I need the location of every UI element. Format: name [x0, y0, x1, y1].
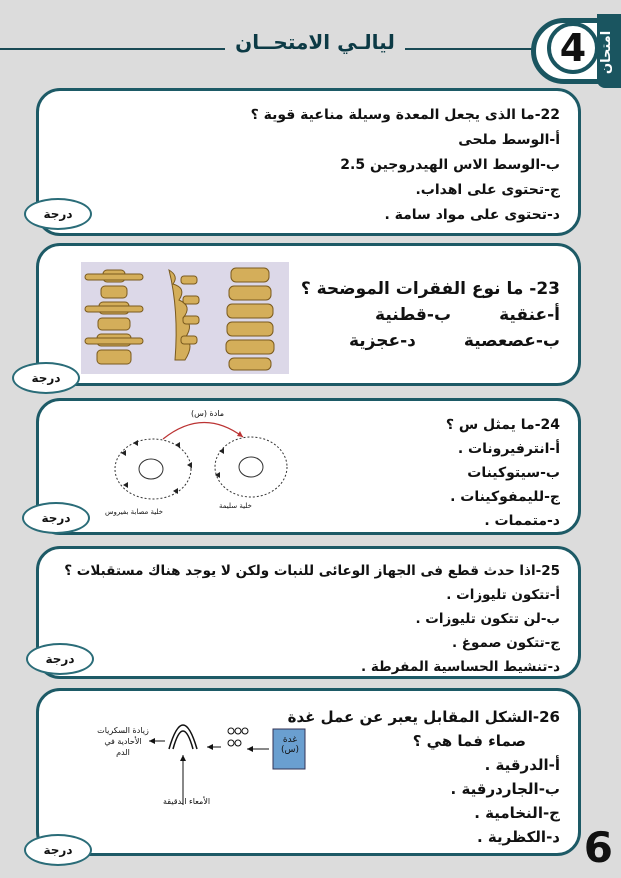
vertebrae-front-view [85, 270, 143, 364]
header-line-left [0, 48, 225, 50]
vertebrae-side-view [169, 270, 199, 360]
option-a[interactable]: أ-تتكون تليوزات . [446, 587, 560, 603]
option-c[interactable]: ج-تتكون صموغ . [451, 635, 560, 651]
option-b[interactable]: ب-الوسط الاس الهيدروجين 2.5 [340, 157, 560, 173]
question-card-26 [36, 688, 581, 856]
question-26 [288, 705, 560, 849]
page-number: 6 [583, 823, 613, 872]
option-b[interactable]: ب-لن تتكون تليوزات . [415, 611, 560, 627]
option-a[interactable]: أ-انترفيرونات . [457, 441, 560, 457]
result-label: زيادة السكريات الأحادية في الدم [97, 726, 149, 757]
grade-badge-23: درجة [12, 362, 80, 394]
option-d[interactable]: د-الكظرية . [476, 828, 560, 846]
grade-badge-24: درجة [22, 502, 90, 534]
question-card-25 [36, 546, 581, 679]
option-b[interactable]: ب-الجاردرقية . [450, 780, 560, 798]
question-card-23 [36, 243, 581, 386]
question-stem: 22-ما الذى يجعل المعدة وسيلة مناعية قوية ؟ [250, 107, 560, 123]
grade-badge-26: درجة [24, 834, 92, 866]
question-23 [301, 276, 560, 354]
figure-label-healthy-cell: خلية سليمة [219, 502, 252, 510]
header-line-right [405, 48, 533, 50]
vertebrae-figure [81, 262, 289, 374]
question-stem: 24-ما يمثل س ؟ [445, 417, 560, 433]
grade-badge-22: درجة [24, 198, 92, 230]
option-b[interactable]: ب-سيتوكينات [467, 465, 560, 481]
question-stem: 26-الشكل المقابل يعبر عن عمل غدة [287, 708, 560, 726]
source-label: الأمعاء الدقيقة [163, 797, 211, 806]
option-d[interactable]: د-متممات . [484, 513, 560, 529]
question-22 [251, 103, 560, 228]
interferon-figure [103, 409, 303, 519]
question-card-22 [36, 88, 581, 236]
option-c[interactable]: ج-النخامية . [474, 804, 560, 822]
exam-word: امتحان [599, 30, 614, 74]
exam-number: 4 [547, 22, 599, 74]
grade-badge-25: درجة [26, 643, 94, 675]
option-c[interactable]: ج-لليمفوكينات . [450, 489, 560, 505]
option-d[interactable]: د-تحتوى على مواد سامة . [384, 207, 560, 223]
option-d[interactable]: د-تنشيط الحساسية المفرطة . [360, 659, 560, 675]
question-card-24 [36, 398, 581, 535]
option-a[interactable]: أ-الدرقية . [484, 756, 560, 774]
vertebrae-back-view [226, 268, 274, 370]
page-title: ليالـي الامتحــان [235, 30, 395, 54]
question-stem: 25-اذا حدث قطع فى الجهاز الوعائى للنبات ولكن لا يوجد هناك مستقبلات ؟ [64, 563, 560, 579]
gland-label: غدة (س) [280, 735, 299, 755]
option-a[interactable]: أ-عنقية [499, 305, 560, 325]
option-c[interactable]: ج-تحتوى على اهداب. [415, 182, 560, 198]
option-d[interactable]: د-عجزية [348, 331, 416, 351]
option-a[interactable]: أ-الوسط ملحى [458, 132, 560, 148]
figure-label-substance: مادة (س) [191, 409, 225, 418]
option-b[interactable]: ب-قطنية [375, 305, 452, 325]
option-c[interactable]: ب-عصعصية [463, 331, 560, 351]
question-24 [446, 413, 560, 533]
question-stem-2: صماء فما هي ؟ [412, 732, 526, 750]
figure-label-infected-cell: خلية مصابة بفيروس [105, 508, 164, 516]
question-stem: 23- ما نوع الفقرات الموضحة ؟ [300, 279, 560, 299]
question-25 [64, 559, 560, 679]
